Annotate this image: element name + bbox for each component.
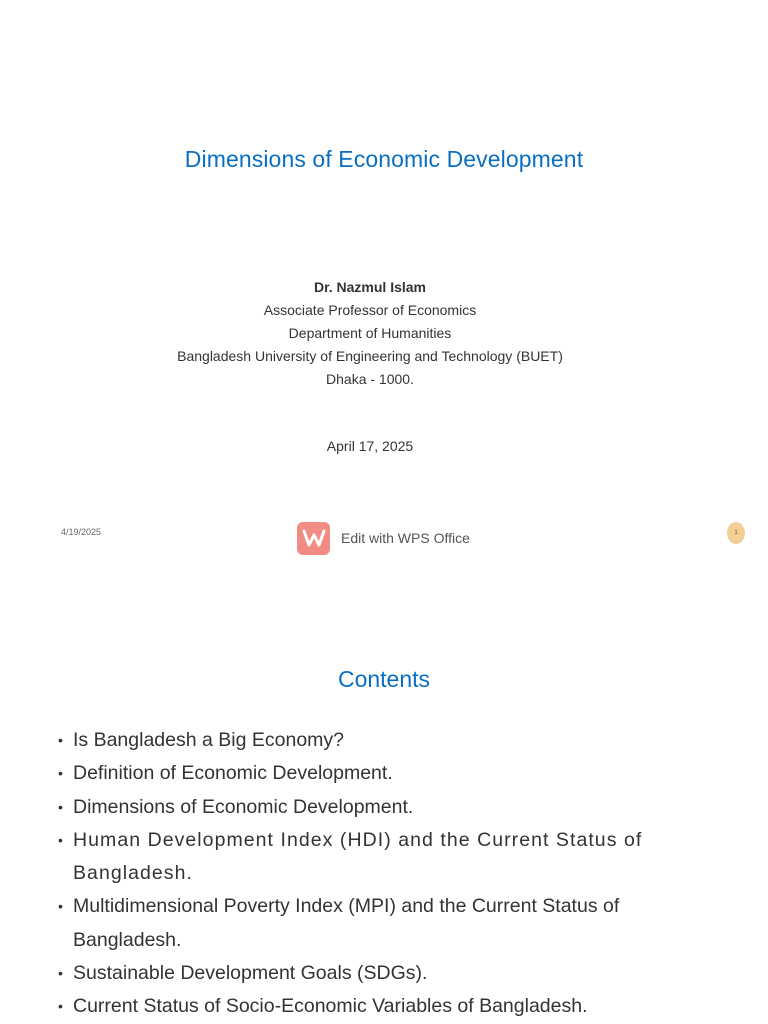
list-item: • Dimensions of Economic Development. [58, 791, 708, 824]
author-name: Dr. Nazmul Islam [313, 279, 427, 295]
contents-heading: Contents [337, 666, 431, 692]
contents-list [58, 724, 708, 1024]
slide-title: Dimensions of Economic Development [184, 146, 584, 172]
list-item: • Sustainable Development Goals (SDGs). [58, 957, 708, 990]
list-item: • Current Status of Socio-Economic Variables of Bangladesh. [58, 990, 708, 1023]
author-university: Bangladesh University of Engineering and Technology (BUET) [177, 348, 563, 364]
presentation-date: April 17, 2025 [326, 438, 414, 454]
wps-label: Edit with WPS Office [341, 530, 470, 546]
bullet-icon: • [58, 831, 64, 848]
footer-date: 4/19/2025 [61, 527, 102, 537]
contents-slide [0, 600, 768, 1024]
list-item: • Human Development Index (HDI) and the Current Status of Bangladesh. [58, 824, 708, 891]
list-item: • Multidimensional Poverty Index (MPI) and the Current Status of Bangladesh. [58, 890, 708, 957]
author-department: Department of Humanities [288, 325, 452, 341]
edit-with-wps-button[interactable] [297, 521, 470, 555]
author-block [0, 276, 740, 391]
wps-logo-icon [297, 522, 330, 555]
bullet-icon: • [58, 965, 63, 982]
bullet-icon: • [58, 732, 63, 748]
list-item: • Is Bangladesh a Big Economy? [58, 724, 708, 757]
list-item: • Definition of Economic Development. [58, 757, 708, 790]
page-number-badge [727, 522, 745, 544]
author-city: Dhaka - 1000. [326, 371, 414, 387]
page-number: 1 [734, 530, 738, 536]
bullet-icon: • [58, 765, 63, 782]
bullet-icon: • [58, 998, 63, 1015]
bullet-icon: • [58, 798, 63, 815]
author-position: Associate Professor of Economics [263, 302, 477, 318]
bullet-icon: • [58, 898, 63, 915]
